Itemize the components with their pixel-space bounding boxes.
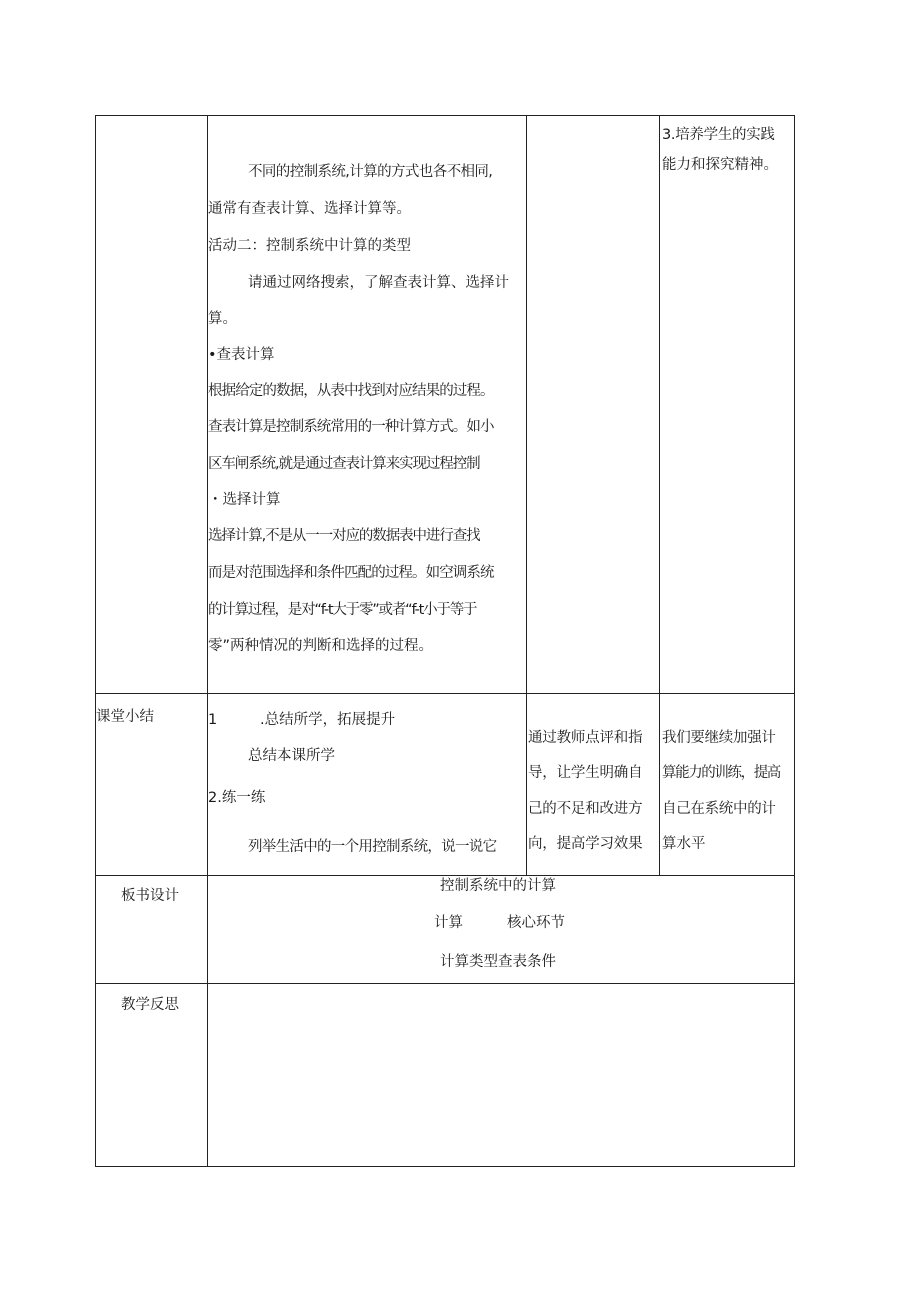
intent-line: 向，提高学习效果 (528, 836, 643, 852)
table-border-left (95, 115, 96, 1167)
goal-line: 算能力的训练，提高 (662, 765, 780, 781)
summary-item1-sub: 总结本课所学 (248, 748, 335, 764)
content-line: 不同的控制系统,计算的方式也各不相同, (248, 164, 493, 180)
content-line: •查表计算 (208, 347, 275, 363)
summary-item2: 2.练一练 (208, 790, 266, 806)
intent-line: 导，让学生明确自 (528, 765, 643, 781)
board-line2-right: 核心环节 (507, 915, 565, 931)
goal-line: 我们要继续加强计 (662, 730, 776, 746)
content-line: 选择计算,不是从一一对应的数据表中进行查找 (208, 528, 480, 544)
content-line: ・选择计算 (208, 492, 281, 508)
row-divider-board (95, 875, 795, 876)
board-line3: 计算类型查表条件 (440, 954, 556, 970)
col-divider-goal (659, 115, 660, 876)
content-line: 根据给定的数据，从表中找到对应结果的过程。 (208, 383, 494, 399)
board-line2-left: 计算 (434, 915, 463, 931)
content-line: 请通过网络搜索，了解查表计算、选择计 (248, 275, 509, 291)
summary-item2-sub: 列举生活中的一个用控制系统，说一说它 (248, 839, 497, 855)
board-label: 板书设计 (121, 888, 179, 904)
content-line: 的计算过程，是对“f-t大于零”或者“f-t小于等于 (208, 602, 477, 618)
summary-item1-text: .总结所学，拓展提升 (260, 712, 396, 728)
content-line: 活动二：控制系统中计算的类型 (208, 238, 411, 254)
reflection-label: 教学反思 (121, 997, 179, 1013)
goal-line: 3.培养学生的实践 (662, 127, 775, 143)
content-line: 而是对范围选择和条件匹配的过程。如空调系统 (208, 565, 494, 581)
summary-label: 课堂小结 (96, 709, 154, 725)
content-line: 查表计算是控制系统常用的一种计算方式。如小 (208, 419, 494, 435)
table-border-right (794, 115, 795, 1167)
goal-line: 能力和探究精神。 (662, 157, 778, 173)
goal-line: 自己在系统中的计 (662, 801, 776, 817)
content-line: 零”两种情况的判断和选择的过程。 (208, 638, 434, 654)
table-border-top (95, 115, 795, 116)
row-divider-summary (95, 693, 795, 694)
content-line: 通常有查表计算、选择计算等。 (208, 201, 411, 217)
table-border-bottom (95, 1166, 795, 1167)
intent-line: 通过教师点评和指 (528, 730, 643, 746)
intent-line: 己的不足和改进方 (528, 801, 643, 817)
content-line: 区车闸系统,就是通过查表计算来实现过程控制 (208, 456, 480, 472)
board-title: 控制系统中的计算 (440, 878, 556, 894)
content-line: 算。 (208, 311, 237, 327)
col-divider-intent (526, 115, 527, 876)
summary-item1-number: 1 (208, 712, 218, 728)
goal-line: 算水平 (662, 836, 706, 852)
row-divider-reflection (95, 983, 795, 984)
